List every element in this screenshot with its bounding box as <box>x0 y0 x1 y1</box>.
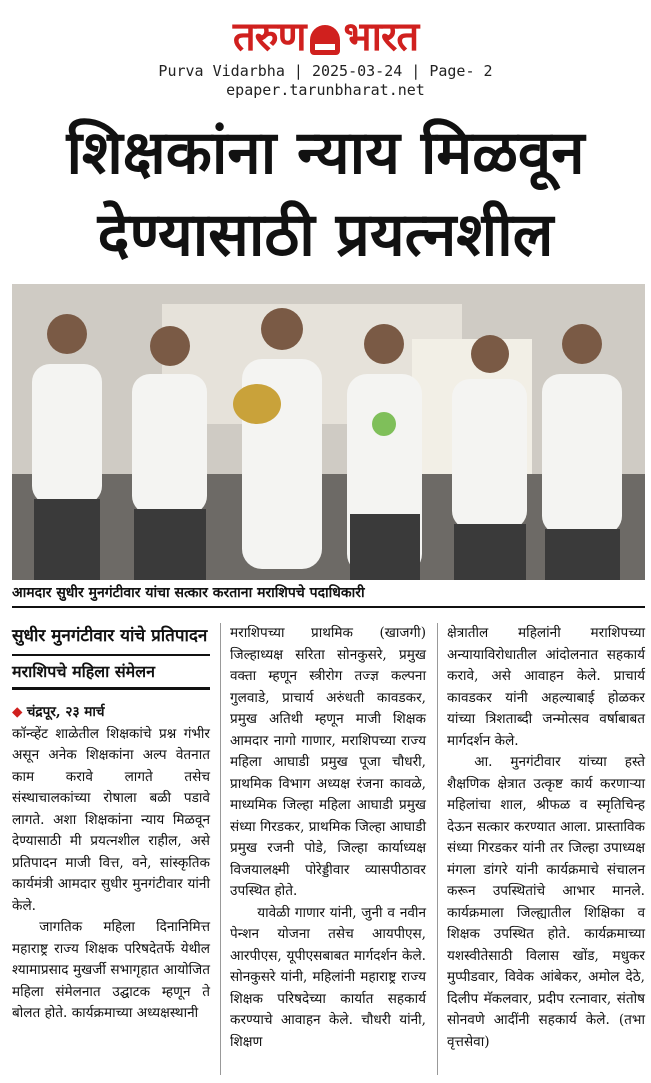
article-paragraph: यावेळी गाणार यांनी, जुनी व नवीन पेन्शन योजना तसेच आयपीएस, आरपीएस, यूपीएसबाबत मार्गदर्शन केले. सोनकुसरे यांनी, महिलांनी महाराष्ट्र राज्य शिक्षक परिषदेच्या कार्यात सहकार्य करण्याचे आवाहन केले. चौधरी यांनी, शिक्षण <box>230 904 426 1050</box>
article-paragraph: क्षेत्रातील महिलांनी मराशिपच्या अन्यायाविरोधातील आंदोलनात सहकार्य करावे, असे आवाहन केले. प्राचार्य कावडकर यांनी अहल्याबाई होळकर यांच्या त्रिशताब्दी जन्मोत्सव वर्षाबाबत मार्गदर्शन केले. <box>447 625 645 749</box>
news-credit: (तभा वृत्तसेवा) <box>447 1012 645 1050</box>
article-column-2 <box>230 623 426 1053</box>
paragraph-text: आ. मुनगंटीवार यांच्या हस्ते शैक्षणिक क्षेत्रात उत्कृष्ट कार्य करणाऱ्या महिलांचा शाल, श्रीफळ व स्मृतिचिन्ह देऊन सत्कार करण्यात आला. प्रास्ताविक संध्या गिरडकर यांनी तर जिल्हा उपाध्यक्ष मंगला डांगरे यांनी कार्यक्रमाचे संचालन करून उपस्थितांचे आभार मानले. कार्यक्रमाला जिल्ह्यातील शिक्षिका व शिक्षक उपस्थित होते. कार्यक्रमाच्या यशस्वीतेसाठी विलास खोंड, मधुकर मुप्पीडवार, विवेक आंबेकर, अमोल देठे, दिलीप मॅकलवार, प्रदीप रत्नावार, संतोष सोनवणे आदींनी सहकार्य केले. <box>447 754 645 1028</box>
headline-line-1: शिक्षकांना न्याय मिळवून <box>66 118 585 188</box>
logo-text-left: तरुण <box>232 14 306 60</box>
column-divider <box>437 623 438 1075</box>
photo-caption: आमदार सुधीर मुनगंटीवार यांचा सत्कार करताना मराशिपचे पदाधिकारी <box>12 585 365 601</box>
article-paragraph <box>447 752 645 1053</box>
dateline: चंद्रपूर, २३ मार्च <box>26 704 105 720</box>
photo-illustration <box>12 284 645 580</box>
headline <box>0 112 651 276</box>
article-paragraph <box>12 702 210 917</box>
headline-line-2: देण्यासाठी प्रयत्नशील <box>97 200 554 270</box>
logo-emblem-icon <box>310 25 340 55</box>
divider <box>12 687 210 690</box>
diamond-icon: ◆ <box>12 704 23 720</box>
edition-info: Purva Vidarbha | 2025-03-24 | Page- 2 <box>158 62 493 80</box>
subheading-2: मराशिपचे महिला संमेलन <box>12 662 155 681</box>
logo-text-right: भारत <box>343 14 419 60</box>
paragraph-text: कॉन्व्हेंट शाळेतील शिक्षकांचे प्रश्न गंभीर असून अनेक शिक्षकांना अल्प वेतनात काम करावे लागते तसेच संस्थाचालकांच्या रोषाला बळी पडावे लागते. अशा शिक्षकांना न्याय मिळवून देण्यासाठी मी प्रयत्नशील राहील, असे प्रतिपादन माजी वित्त, वने, सांस्कृतिक कार्यमंत्री आमदार सुधीर मुनगंटीवार यांनी केले. <box>12 725 210 914</box>
article-paragraph: जागतिक महिला दिनानिमित्त महाराष्ट्र राज्य शिक्षक परिषदेतर्फे येथील श्यामाप्रसाद मुखर्जी सभागृहात आयोजित महिला संमेलनात उद्घाटक म्हणून ते बोलत होते. कार्यक्रमाच्या अध्यक्षस्थानी <box>12 919 210 1021</box>
subheading: सुधीर मुनगंटीवार यांचे प्रतिपादन <box>12 626 208 646</box>
masthead <box>0 14 651 60</box>
divider <box>12 606 645 608</box>
column-divider <box>220 623 221 1075</box>
divider <box>12 654 210 656</box>
news-photo <box>12 284 645 580</box>
article-column-1 <box>12 623 210 1025</box>
article-column-3 <box>447 623 645 1053</box>
newspaper-logo <box>233 14 418 60</box>
site-url: epaper.tarunbharat.net <box>226 81 425 99</box>
article-paragraph: मराशिपच्या प्राथमिक (खाजगी) जिल्हाध्यक्ष सरिता सोनकुसरे, प्रमुख वक्ता म्हणून स्त्रीरोग तज्ज्ञ कल्पना गुलवाडे, प्राचार्य अरुंधती कावडकर, प्रमुख अतिथी म्हणून माजी शिक्षक आमदार नागो गाणार, मराशिपच्या राज्य महिला आघाडी प्रमुख पूजा चौधरी, प्राथमिक विभाग अध्यक्ष रंजना कावळे, माध्यमिक जिल्हा महिला आघाडी प्रमुख संध्या गिरडकर, प्राथमिक जिल्हा आघाडी प्रमुख रजनी पोडे, जिल्हा कार्याध्यक्ष विजयालक्ष्मी पोरेड्डीवार व्यासपीठावर उपस्थित होते. <box>230 625 426 899</box>
